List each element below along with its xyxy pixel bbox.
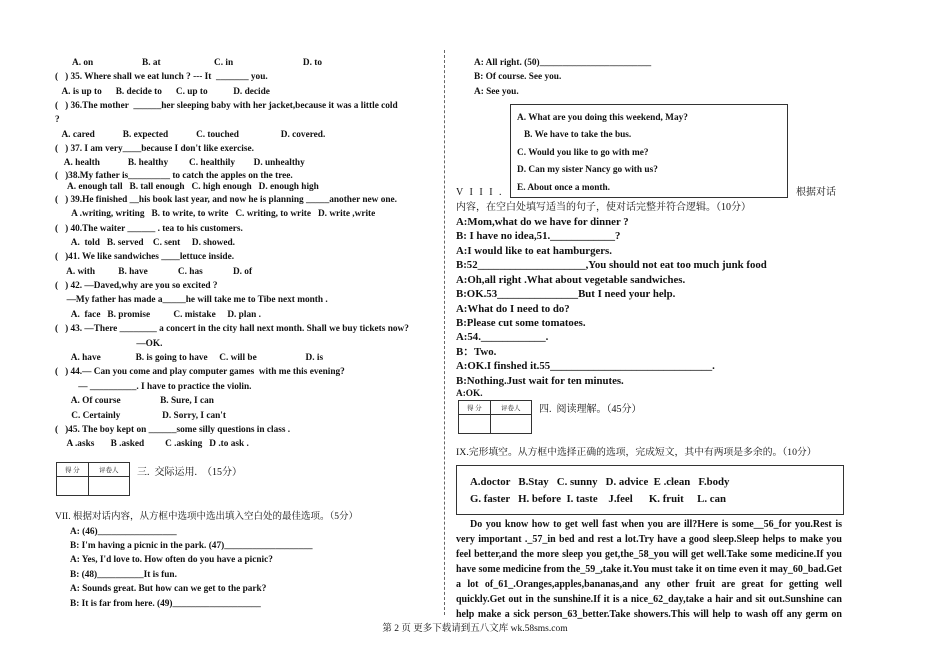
dialog8-line8: B:Please cut some tomatoes. [456, 317, 586, 329]
option-e: E. About once a month. [517, 183, 610, 193]
dialog8-line11: A:OK.I finshed it.55______________________________. [456, 360, 715, 372]
q44-options-ab: A. Of course B. Sure, I can [55, 396, 214, 406]
dialog8-line7: A:What do I need to do? [456, 303, 570, 315]
q45: ( )45. The boy kept on ______some silly questions in class . [55, 425, 291, 435]
dialog8-line2: B: I have no idea,51.____________? [456, 230, 621, 242]
q41: ( )41. We like sandwiches ____lettuce inside. [55, 252, 235, 262]
dialog8-line13: A:OK. [456, 389, 483, 399]
grader-label: 评卷人 [490, 401, 531, 415]
q43: ( ) 43. —There ________ a concert in the city hall next month. Shall we buy tickets now? [55, 324, 409, 334]
q35: ( ) 35. Where shall we eat lunch ? --- It _______ you. [55, 72, 268, 82]
score-box-section3 [56, 462, 130, 496]
dialog-47: B: I'm having a picnic in the park. (47)___________________ [70, 541, 313, 551]
dialog8-line4: B:52____________________,You should not eat too much junk food [456, 259, 767, 271]
dialog8-line3: A:I would like to eat hamburgers. [456, 245, 612, 257]
dialog-46: A: (46)_________________ [70, 527, 177, 537]
q34-options: A. on B. at C. in D. to [72, 58, 322, 68]
q43-line2: —OK. [55, 339, 163, 349]
option-b: B. We have to take the bus. [517, 130, 632, 140]
score-cell [57, 477, 89, 496]
q42-line2: —My father has made a_____he will take me to Tibe next month . [55, 295, 328, 305]
grader-cell [88, 477, 129, 496]
score-cell [459, 415, 491, 434]
score-label: 得 分 [459, 401, 491, 415]
section9-title: IX.完形填空。从方框中选择正确的选项，完成短文，其中有两项是多余的。（10分） [456, 447, 817, 458]
page-footer: 第 2 页 更多下载请到五八文库 wk.58sms.com [382, 624, 568, 634]
dialog8-line1: A:Mom,what do we have for dinner ? [456, 216, 629, 228]
dialog8-line12: B:Nothing.Just wait for ten minutes. [456, 375, 624, 387]
dialog-a-sounds: A: Sounds great. But how can we get to the park? [70, 584, 267, 594]
cloze-options-box [456, 465, 844, 515]
section8-suffix: 根据对话 [796, 187, 836, 198]
score-label: 得 分 [57, 463, 89, 477]
q44: ( ) 44.— Can you come and play computer games with me this evening? [55, 367, 345, 377]
dialog-a-yes: A: Yes, I'd love to. How often do you have a picnic? [70, 555, 273, 565]
section3-title: 三. 交际运用. （15分） [137, 467, 242, 478]
q39: ( ) 39.He finished __his book last year, and now he is planning _____another new one. [55, 195, 397, 205]
cloze-passage: Do you know how to get well fast when you are ill?Here is some__56_for you.Rest is very important ._57_in bed and rest a lot.Try have a good sleep.Sleep helps to make you feel better,and the more sleep you get,the_58_you will get well.Take some medicine.If you have some medicine from the_59_,take it.You must take it on time even it may_60_bad.Get a lot of_61_.Oranges,apples,bananas,and any other fruit are great for getting well quickly.Get out in the sunshine.If it is a nice_62_day,take a hair and sit out.Sunshine can help make a sick person_63_better.Take showers.This will help to wash off any germ on [456, 519, 842, 619]
option-c: C. Would you like to go with me? [517, 148, 649, 158]
cloze-options-row2: G. faster H. before I. taste J.feel K. fruit L. can [470, 493, 726, 505]
dialog8-line9: A:54.____________. [456, 331, 549, 343]
q45-options: A .asks B .asked C .asking D .to ask . [60, 439, 249, 449]
grader-cell [490, 415, 531, 434]
q42-options: A. face B. promise C. mistake D. plan . [55, 310, 261, 320]
q44-options-cd: C. Certainly D. Sorry, I can't [55, 411, 226, 421]
q43-options: A. have B. is going to have C. will be D. is [55, 353, 324, 363]
section8-instructions: 内容，在空白处填写适当的句子，使对话完整并符合逻辑。（10分） [456, 202, 751, 213]
q36-options: A. cared B. expected C. touched D. covered. [55, 130, 326, 140]
q37-options: A. health B. healthy C. healthily D. unhealthy [55, 158, 305, 168]
dialog8-line5: A:Oh,all right .What about vegetable sandwiches. [456, 274, 686, 286]
q36: ( ) 36.The mother ______her sleeping baby with her jacket,because it was a little cold [55, 101, 398, 111]
dialog8-line10: B：Two. [456, 346, 497, 358]
section7-title: VII. 根据对话内容，从方框中选项中选出填入空白处的最佳选项。（5分） [55, 512, 358, 522]
dialog-50: A: All right. (50)________________________ [474, 58, 652, 68]
option-a: A. What are you doing this weekend, May? [517, 113, 688, 123]
section4-title: 四. 阅读理解。（45分） [539, 404, 642, 415]
dialog-a-seeyou: A: See you. [474, 87, 519, 97]
q38: ( )38.My father is_________ to catch the apples on the tree. [55, 171, 293, 181]
score-box-section4 [458, 400, 532, 434]
column-divider [444, 50, 445, 615]
q37: ( ) 37. I am very____because I don't like exercise. [55, 144, 254, 154]
q39-options: A .writing, writing B. to write, to write C. writing, to write D. write ,write [67, 209, 376, 219]
dialog-b-ofcourse: B: Of course. See you. [474, 72, 562, 82]
q40: ( ) 40.The waiter ______ . tea to his customers. [55, 224, 243, 234]
dialog8-line6: B:OK.53_______________But I need your help. [456, 288, 676, 300]
cloze-options-row1: A.doctor B.Stay C. sunny D. advice E .clean F.body [470, 476, 730, 488]
dialog-48: B: (48)__________It is fun. [70, 570, 177, 580]
q42: ( ) 42. —Daved,why are you so excited ? [55, 281, 218, 291]
grader-label: 评卷人 [88, 463, 129, 477]
q41-options: A. with B. have C. has D. of [55, 267, 253, 277]
option-d: D. Can my sister Nancy go with us? [517, 165, 658, 175]
dialog-49: B: It is far from here. (49)___________________ [70, 599, 261, 609]
q44-line2: — __________. I have to practice the violin. [55, 382, 252, 392]
q35-options: A. is up to B. decide to C. up to D. decide [55, 87, 270, 97]
q36-cont: ? [55, 115, 60, 125]
q40-options: A. told B. served C. sent D. showed. [55, 238, 236, 248]
q38-options: A. enough tall B. tall enough C. high enough D. enough high [67, 182, 319, 192]
section8-prefix: V I I I . [456, 187, 504, 198]
